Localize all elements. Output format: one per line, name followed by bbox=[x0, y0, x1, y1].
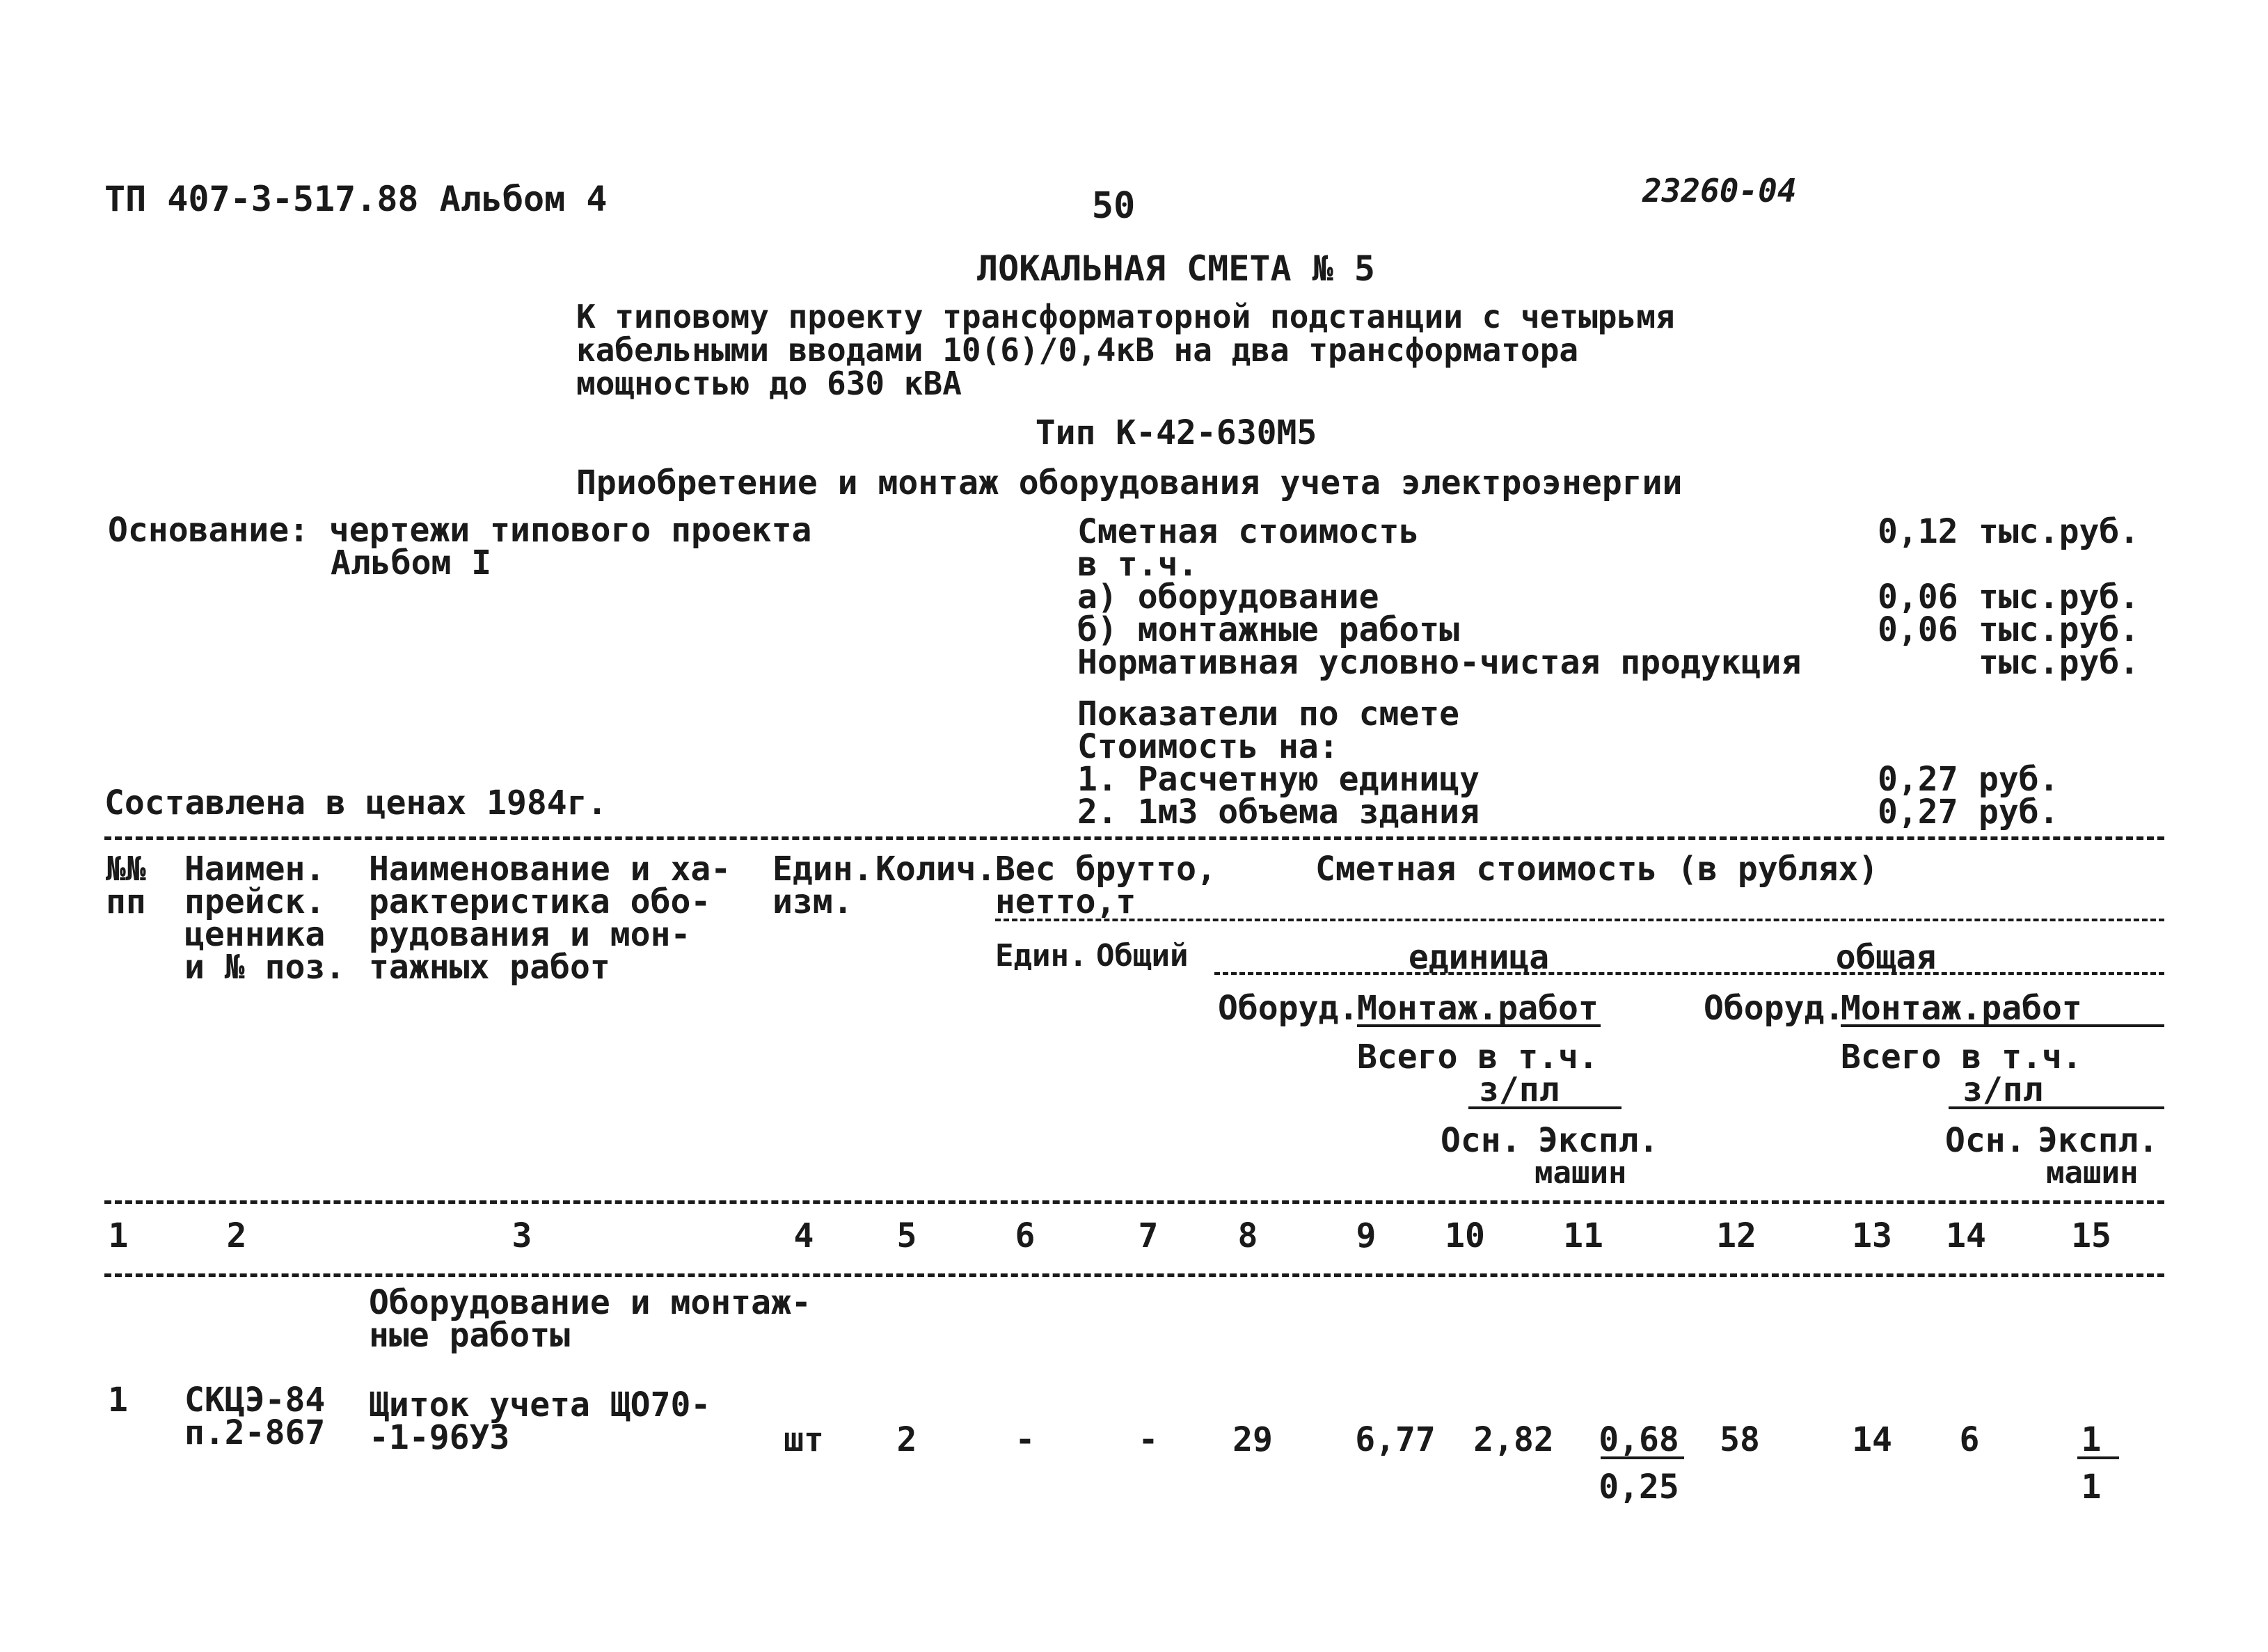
unit-machines-underline bbox=[1601, 1456, 1684, 1459]
total-machines-wages: 1 bbox=[2081, 1468, 2102, 1507]
col3-header-line2: рактеристика обо- bbox=[369, 882, 711, 921]
unit-machines-header-line1: Экспл. bbox=[1538, 1121, 1659, 1160]
basis-album: Альбом I bbox=[331, 543, 492, 582]
project-line-2: кабельными вводами 10(6)/0,4кВ на два трансформатора bbox=[576, 331, 1579, 369]
header-bottom-rule bbox=[104, 1200, 2164, 1204]
column-number: 15 bbox=[2071, 1216, 2111, 1255]
column-number: 14 bbox=[1946, 1216, 1986, 1255]
col3-header-line3: рудования и мон- bbox=[369, 915, 691, 954]
table-top-rule bbox=[104, 836, 2164, 840]
indicator-volume-unit: руб. bbox=[1978, 793, 2059, 832]
column-number: 2 bbox=[226, 1216, 247, 1255]
estimated-cost-value: 0,12 bbox=[1878, 512, 1958, 551]
indicators-title: Показатели по смете bbox=[1077, 694, 1460, 733]
total-basic-header: Осн. bbox=[1945, 1121, 2026, 1160]
column-number: 6 bbox=[1015, 1216, 1036, 1255]
unit-machines-wages: 0,25 bbox=[1599, 1468, 1679, 1507]
unit-wages-basic: 2,82 bbox=[1473, 1420, 1554, 1459]
estimate-title: ЛОКАЛЬНАЯ СМЕТА № 5 bbox=[977, 248, 1375, 289]
total-machines-underline bbox=[2077, 1456, 2119, 1459]
page-number: 50 bbox=[1091, 185, 1136, 227]
col4-header-line1: Един. bbox=[772, 850, 873, 889]
project-line-3: мощностью до 630 кВА bbox=[576, 365, 962, 402]
total-machines-header-line1: Экспл. bbox=[2038, 1121, 2159, 1160]
including-label: в т.ч. bbox=[1077, 545, 1198, 584]
installation-cost-unit: тыс.руб. bbox=[1978, 610, 2140, 649]
total-installation-header: Монтаж.работ bbox=[1841, 989, 2082, 1028]
weight-header-bottom: нетто,т bbox=[995, 882, 1136, 921]
price-reference-line2: п.2-867 bbox=[184, 1413, 326, 1452]
indicator-unit-label: 1. Расчетную единицу bbox=[1077, 760, 1480, 799]
unit-equipment-cost: 29 bbox=[1232, 1420, 1273, 1459]
weight-header-rule bbox=[995, 919, 2164, 921]
total-equipment-cost: 58 bbox=[1720, 1420, 1760, 1459]
item-name-line1: Щиток учета ЩО70- bbox=[369, 1385, 711, 1424]
unit-machines-header-line2: машин bbox=[1535, 1155, 1627, 1191]
installation-cost-value: 0,06 bbox=[1878, 610, 1958, 649]
indicator-volume-value: 0,27 bbox=[1878, 793, 1958, 832]
installation-cost-label: б) монтажные работы bbox=[1077, 610, 1460, 649]
net-product-label: Нормативная условно-чистая продукция bbox=[1077, 643, 1802, 682]
unit-of-measure: шт bbox=[784, 1420, 824, 1459]
total-machines-header-line2: машин bbox=[2046, 1155, 2139, 1191]
weight-total: - bbox=[1138, 1420, 1159, 1459]
total-equipment-header: Оборуд. bbox=[1704, 989, 1845, 1028]
col2-header-line4: и № поз. bbox=[184, 948, 346, 987]
equipment-cost-label: а) оборудование bbox=[1077, 578, 1379, 617]
col2-header-line3: ценника bbox=[184, 915, 326, 954]
column-number: 5 bbox=[896, 1216, 917, 1255]
equipment-cost-unit: тыс.руб. bbox=[1978, 578, 2140, 617]
total-machines-cost: 1 bbox=[2081, 1420, 2102, 1459]
basis-label: Основание: чертежи типового проекта bbox=[108, 511, 812, 550]
weight-unit-header: Един. bbox=[995, 938, 1088, 974]
col2-header-line2: прейск. bbox=[184, 882, 326, 921]
item-name-line2: -1-96УЗ bbox=[369, 1418, 510, 1457]
column-number: 7 bbox=[1138, 1216, 1159, 1255]
estimate-subject: Приобретение и монтаж оборудования учета электроэнергии bbox=[576, 463, 1683, 502]
inventory-number: 23260-04 bbox=[1642, 172, 1797, 209]
total-installation-header-rule bbox=[1841, 1024, 2164, 1027]
unit-machines-cost: 0,68 bbox=[1599, 1420, 1679, 1459]
col3-header-line4: тажных работ bbox=[369, 948, 610, 987]
column-number: 3 bbox=[512, 1216, 532, 1255]
group-header-rule bbox=[1214, 972, 2164, 975]
total-installation-total: 14 bbox=[1852, 1420, 1892, 1459]
total-wages-rule bbox=[1949, 1106, 2164, 1109]
column-number: 12 bbox=[1716, 1216, 1756, 1255]
indicator-volume-label: 2. 1м3 объема здания bbox=[1077, 793, 1480, 832]
cost-for-label: Стоимость на: bbox=[1077, 727, 1339, 766]
weight-unit: - bbox=[1015, 1420, 1036, 1459]
quantity: 2 bbox=[896, 1420, 917, 1459]
col3-header-line1: Наименование и ха- bbox=[369, 850, 731, 889]
column-number-rule bbox=[104, 1273, 2164, 1277]
equipment-cost-value: 0,06 bbox=[1878, 578, 1958, 617]
unit-cost-group: единица bbox=[1408, 938, 1550, 977]
unit-wages-header: з/пл bbox=[1479, 1070, 1560, 1109]
column-number: 11 bbox=[1563, 1216, 1603, 1255]
project-line-1: К типовому проекту трансформаторной подстанции с четырьмя bbox=[576, 298, 1675, 335]
section-title-line1: Оборудование и монтаж- bbox=[369, 1283, 811, 1322]
col4-header-line2: изм. bbox=[772, 882, 853, 921]
col5-header: Колич. bbox=[875, 850, 997, 889]
estimated-cost-label: Сметная стоимость bbox=[1077, 512, 1420, 551]
column-number: 13 bbox=[1852, 1216, 1892, 1255]
weight-header-top: Вес брутто, bbox=[995, 850, 1216, 889]
price-reference-line1: СКЦЭ-84 bbox=[184, 1381, 326, 1420]
row-number: 1 bbox=[108, 1381, 128, 1420]
column-number: 9 bbox=[1356, 1216, 1377, 1255]
column-number: 8 bbox=[1237, 1216, 1258, 1255]
estimated-cost-unit: тыс.руб. bbox=[1978, 512, 2140, 551]
column-number: 1 bbox=[108, 1216, 129, 1255]
unit-installation-header: Монтаж.работ bbox=[1357, 989, 1599, 1028]
total-total-of-header: Всего в т.ч. bbox=[1841, 1038, 2082, 1077]
total-cost-group: общая bbox=[1835, 938, 1937, 977]
total-wages-header: з/пл bbox=[1962, 1070, 2043, 1109]
column-number: 4 bbox=[793, 1216, 814, 1255]
substation-type: Тип К-42-630М5 bbox=[1035, 413, 1317, 452]
net-product-unit: тыс.руб. bbox=[1978, 643, 2140, 682]
weight-total-header: Общий bbox=[1096, 938, 1189, 974]
unit-total-of-header: Всего в т.ч. bbox=[1357, 1038, 1599, 1077]
section-title-line2: ные работы bbox=[369, 1316, 570, 1355]
col1-header-line2: пп bbox=[106, 882, 146, 921]
col2-header-line1: Наимен. bbox=[184, 850, 326, 889]
total-wages-basic: 6 bbox=[1959, 1420, 1980, 1459]
unit-installation-total: 6,77 bbox=[1355, 1420, 1436, 1459]
col1-header-line1: №№ bbox=[106, 850, 146, 889]
installation-header-rule bbox=[1357, 1024, 1601, 1027]
unit-equipment-header: Оборуд. bbox=[1218, 989, 1359, 1028]
column-number: 10 bbox=[1445, 1216, 1485, 1255]
estimated-cost-header: Сметная стоимость (в рублях) bbox=[1315, 850, 1879, 889]
indicator-unit-value: 0,27 bbox=[1878, 760, 1958, 799]
unit-wages-rule bbox=[1468, 1106, 1621, 1109]
unit-basic-header: Осн. bbox=[1441, 1121, 1521, 1160]
indicator-unit-unit: руб. bbox=[1978, 760, 2059, 799]
price-base-note: Составлена в ценах 1984г. bbox=[104, 784, 608, 823]
document-code: ТП 407-3-517.88 Альбом 4 bbox=[104, 179, 608, 219]
